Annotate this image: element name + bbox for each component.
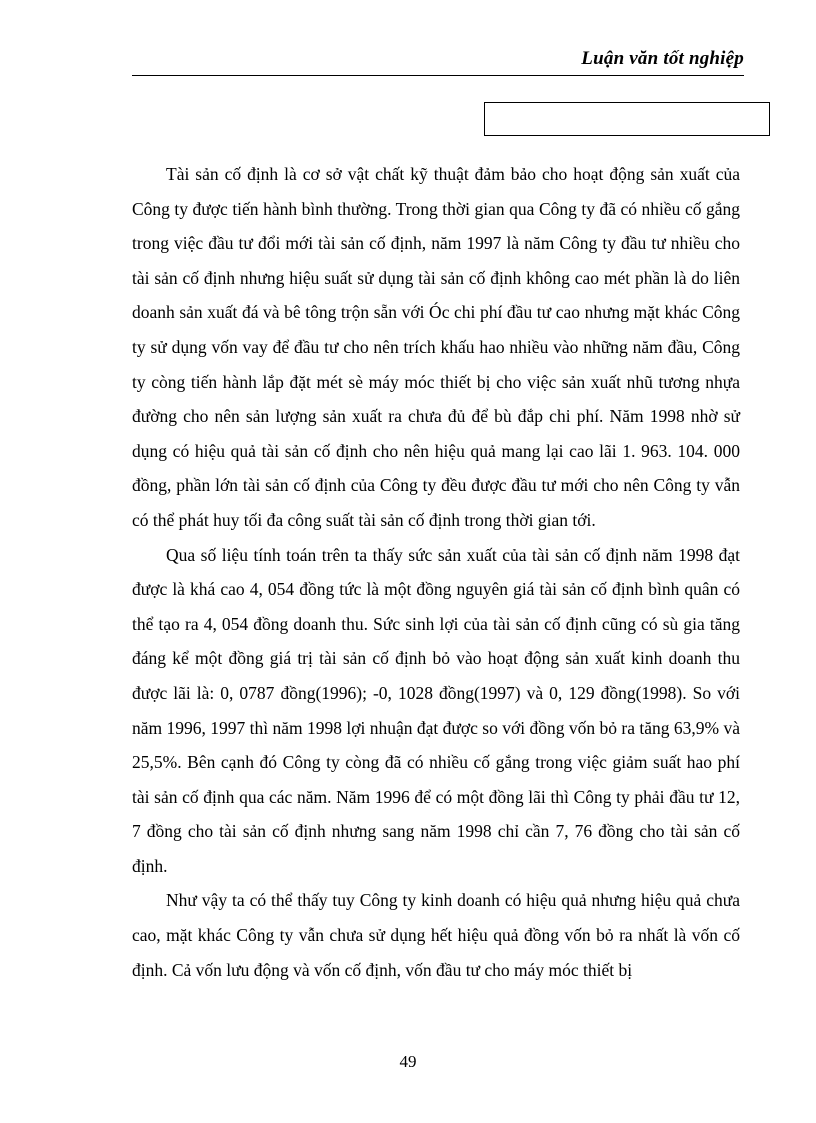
document-title: Luận văn tốt nghiệp	[581, 48, 744, 69]
paragraph: Tài sản cố định là cơ sở vật chất kỹ thuật đảm bảo cho hoạt động sản xuất của Công ty được tiến hành bình thường. Trong thời gian qua Công ty đã có nhiều cố gắng trong việc đầu tư đổi mới tài sản cố định, năm 1997 là năm Công ty đầu tư nhiều cho tài sản cố định nhưng hiệu suất sử dụng tài sản cố định không cao mét phần là do liên doanh sản xuất đá và bê tông trộn sẵn với Óc chi phí đầu tư cao nhưng mặt khác Công ty sử dụng vốn vay để đầu tư cho nên trích khấu hao nhiều vào những năm đầu, Công ty còng tiến hành lắp đặt mét sè máy móc thiết bị cho việc sản xuất nhũ tương nhựa đường cho nên sản lượng sản xuất ra chưa đủ để bù đắp chi phí. Năm 1998 nhờ sử dụng có hiệu quả tài sản cố định cho nên hiệu quả mang lại cao lãi 1. 963. 104. 000 đồng, phần lớn tài sản cố định của Công ty đều được đầu tư mới cho nên Công ty vẫn có thể phát huy tối đa công suất tài sản cố định trong thời gian tới.	[132, 164, 740, 530]
paragraph: Qua số liệu tính toán trên ta thấy sức sản xuất của tài sản cố định năm 1998 đạt được là khá cao 4, 054 đồng tức là một đồng nguyên giá tài sản cố định bình quân có thể tạo ra 4, 054 đồng doanh thu. Sức sinh lợi của tài sản cố định cũng có sù gia tăng đáng kể một đồng giá trị tài sản cố định bỏ vào hoạt động sản xuất kinh doanh thu được lãi là: 0, 0787 đồng(1996); -0, 1028 đồng(1997) và 0, 129 đồng(1998). So với năm 1996, 1997 thì năm 1998 lợi nhuận đạt được so với đồng vốn bỏ ra tăng 63,9% và 25,5%. Bên cạnh đó Công ty còng đã có nhiều cố gắng trong việc giảm suất hao phí tài sản cố định qua các năm. Năm 1996 để có một đồng lãi thì Công ty phải đầu tư 12, 7 đồng cho tài sản cố định nhưng sang năm 1998 chỉ cần 7, 76 đồng cho tài sản cố định.	[132, 544, 740, 876]
body-text	[132, 157, 740, 987]
header-divider	[132, 75, 744, 76]
blank-frame	[484, 102, 770, 136]
paragraph: Như vậy ta có thể thấy tuy Công ty kinh doanh có hiệu quả nhưng hiệu quả chưa cao, mặt khác Công ty vẫn chưa sử dụng hết hiệu quả đồng vốn bỏ ra nhất là vốn cố định. Cả vốn lưu động và vốn cố định, vốn đầu tư cho máy móc thiết bị	[132, 890, 740, 980]
page-number: 49	[399, 1052, 417, 1071]
